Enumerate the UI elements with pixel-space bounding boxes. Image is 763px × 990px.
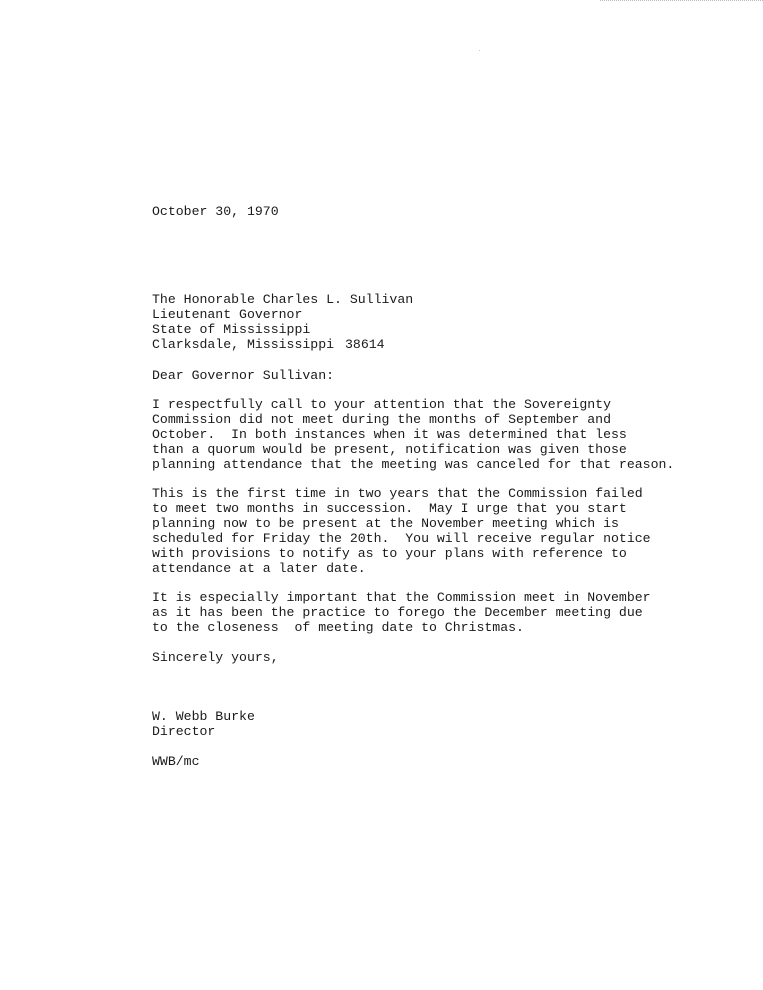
paragraph-line: planning attendance that the meeting was canceled for that reason.	[152, 457, 675, 472]
paragraph-line: October. In both instances when it was determined that less	[152, 427, 627, 442]
paragraph-line: It is especially important that the Commission meet in November	[152, 590, 651, 605]
body-paragraph-1	[152, 397, 674, 472]
recipient-city: Clarksdale, Mississippi	[152, 337, 335, 352]
paragraph-line: planning now to be present at the November meeting which is	[152, 516, 619, 531]
paragraph-line: as it has been the practice to forego the December meeting due	[152, 605, 643, 620]
paragraph-line: Commission did not meet during the months of September and	[152, 412, 611, 427]
paragraph-line: than a quorum would be present, notification was given those	[152, 442, 627, 457]
complimentary-closing: Sincerely yours,	[152, 650, 279, 665]
paragraph-line: scheduled for Friday the 20th. You will receive regular notice	[152, 531, 651, 546]
reference-initials: WWB/mc	[152, 754, 200, 769]
salutation: Dear Governor Sullivan:	[152, 368, 335, 383]
paragraph-line: This is the first time in two years that the Commission failed	[152, 486, 643, 501]
body-paragraph-3	[152, 590, 651, 635]
scan-speck	[479, 50, 480, 51]
letter-date: October 30, 1970	[152, 204, 279, 219]
paragraph-line: to meet two months in succession. May I urge that you start	[152, 501, 627, 516]
recipient-zip: 38614	[345, 337, 385, 352]
body-paragraph-2	[152, 486, 651, 576]
paragraph-line: attendance at a later date.	[152, 561, 366, 576]
signer-name: W. Webb Burke	[152, 709, 255, 724]
paragraph-line: to the closeness of meeting date to Christmas.	[152, 620, 524, 635]
scan-edge-dots	[600, 0, 763, 3]
recipient-name: The Honorable Charles L. Sullivan	[152, 292, 414, 307]
paragraph-line: I respectfully call to your attention that the Sovereignty	[152, 397, 611, 412]
signer-title: Director	[152, 724, 216, 739]
recipient-state: State of Mississippi	[152, 322, 311, 337]
paragraph-line: with provisions to notify as to your plans with reference to	[152, 546, 627, 561]
recipient-title: Lieutenant Governor	[152, 307, 303, 322]
